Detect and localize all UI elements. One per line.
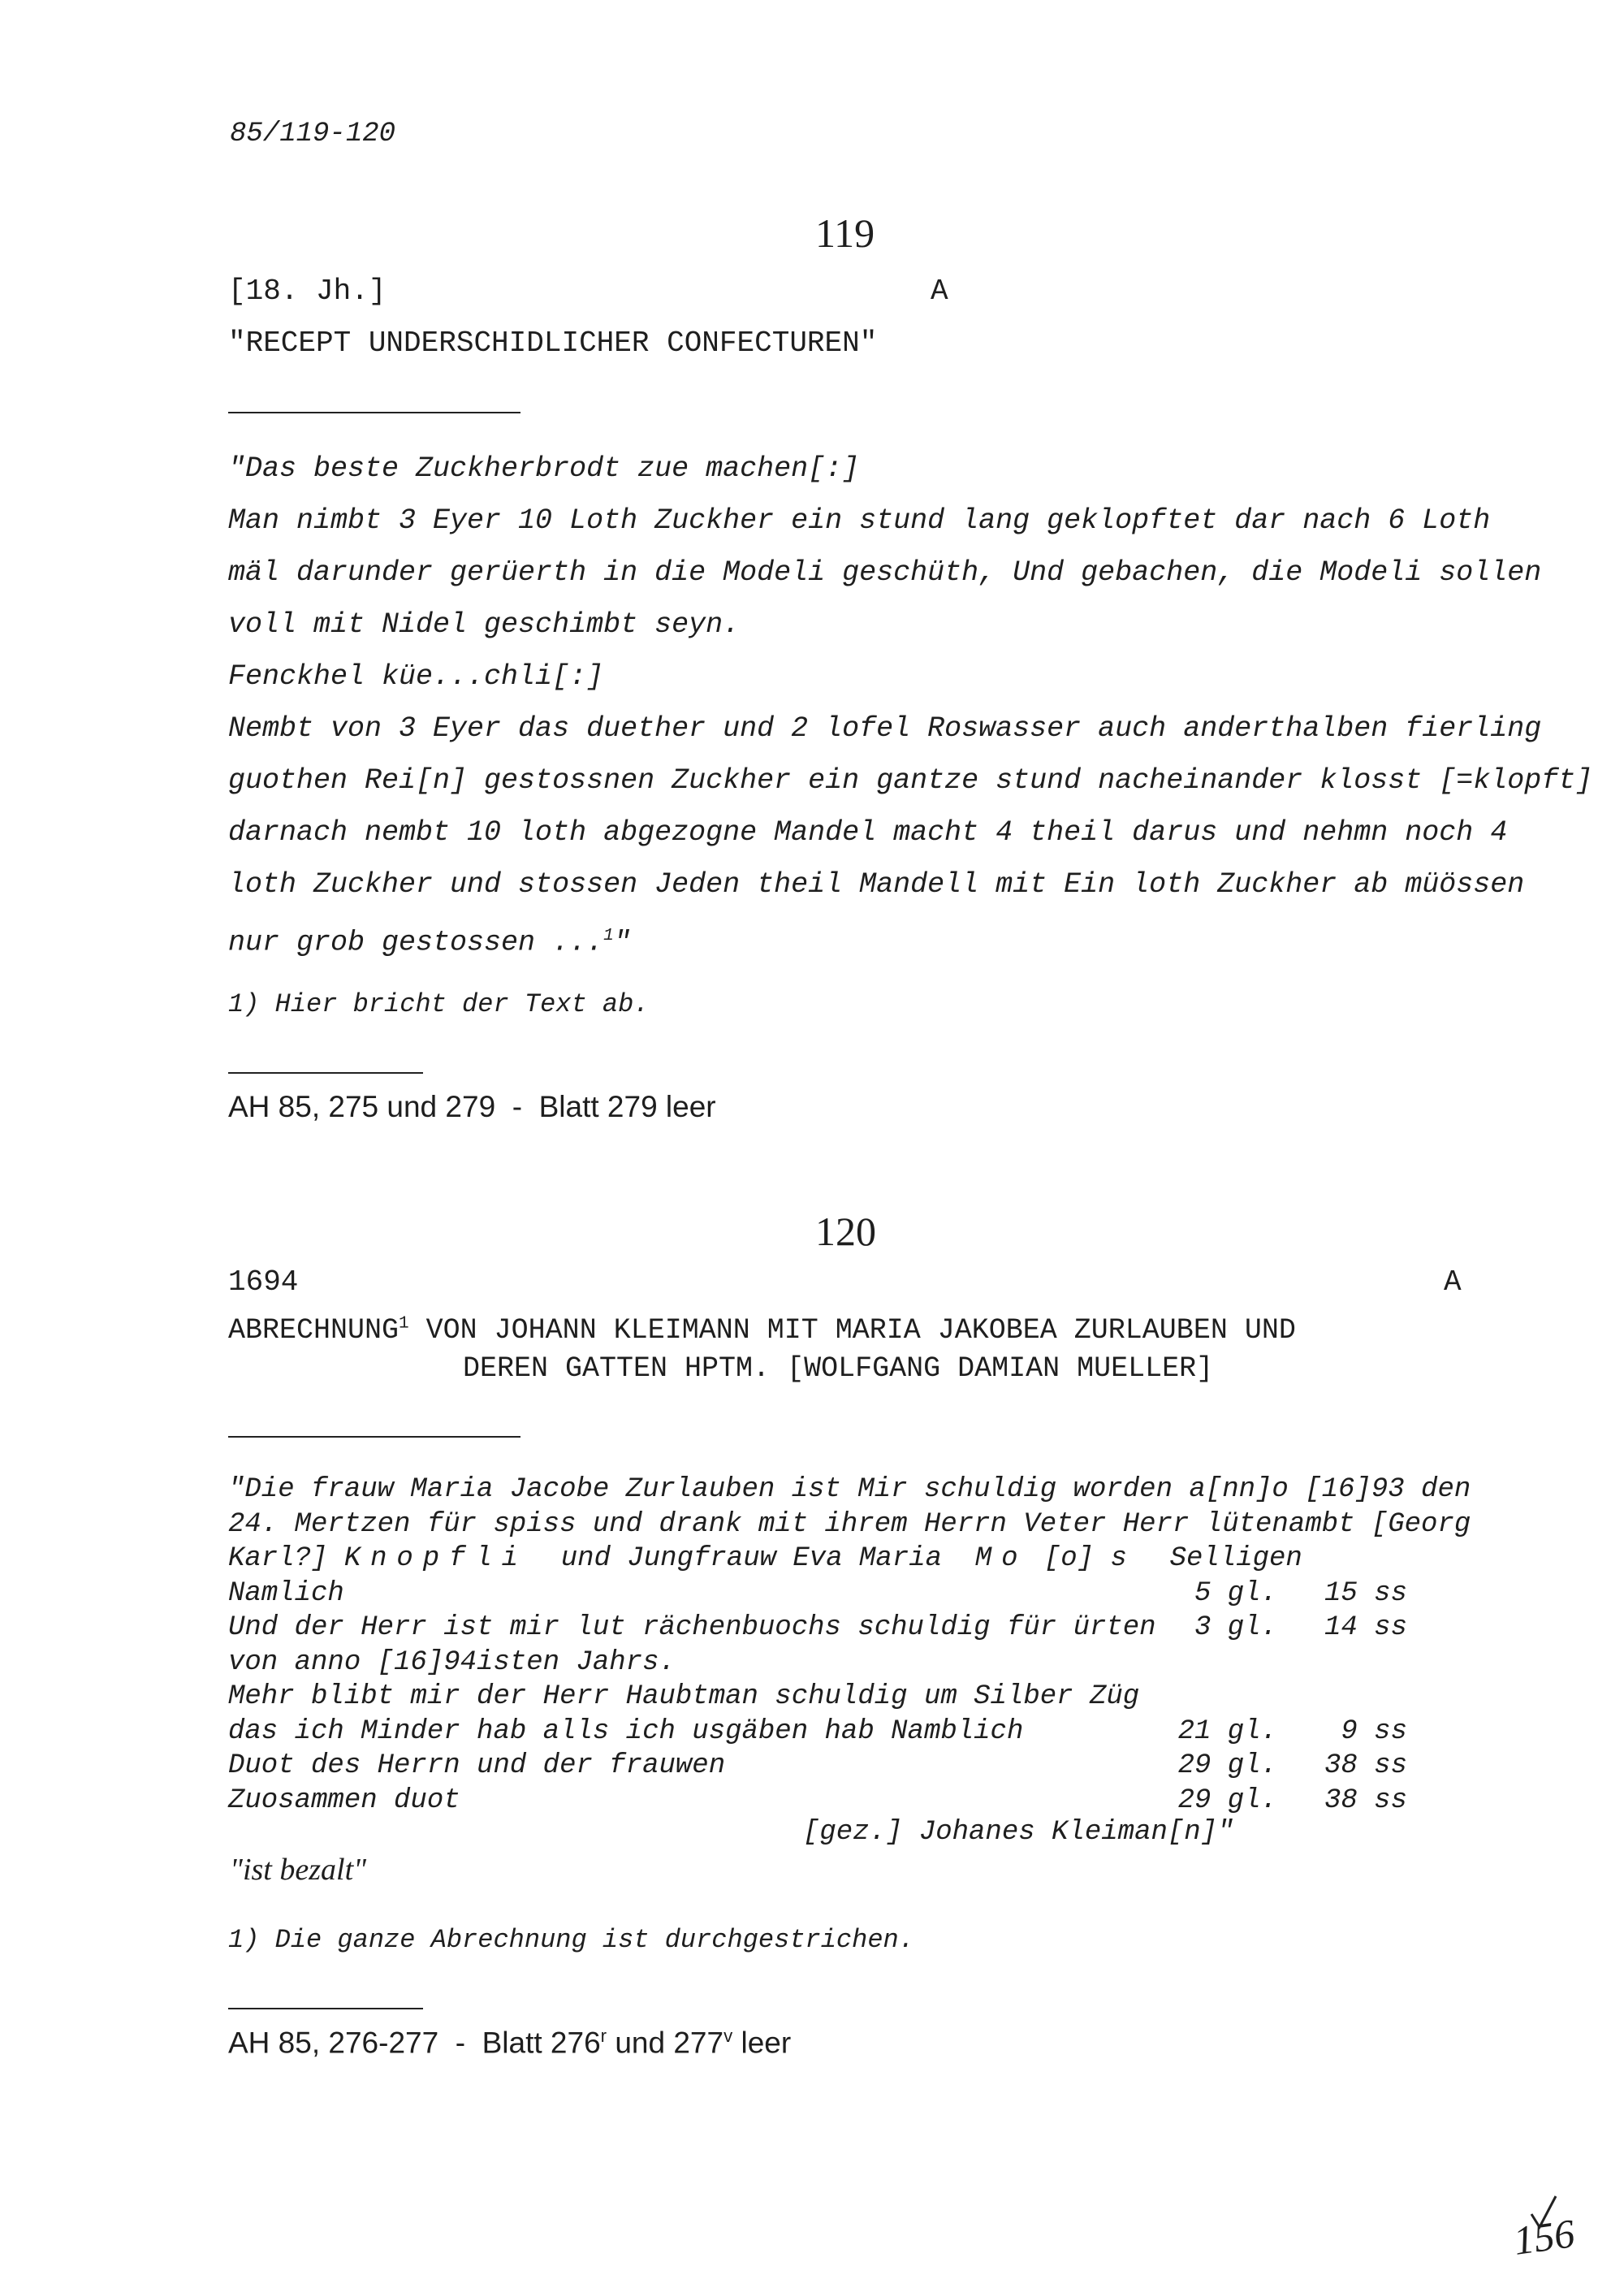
doc119-title: "RECEPT UNDERSCHIDLICHER CONFECTUREN" bbox=[228, 327, 878, 360]
verso-mark: v bbox=[723, 2026, 733, 2046]
intro-text: [o] bbox=[1027, 1543, 1111, 1574]
transcription-line: loth Zuckher und stossen Jeden theil Mandell mit Ein loth Zuckher ab müössen bbox=[228, 868, 1525, 901]
title-word: ABRECHNUNG bbox=[228, 1314, 400, 1347]
doc120-title-line2: DEREN GATTEN HPTM. [WOLFGANG DAMIAN MUELLER] bbox=[463, 1352, 1214, 1385]
doc119-date: [18. Jh.] bbox=[228, 275, 387, 308]
document-number-120: 120 bbox=[815, 1209, 876, 1254]
doc119-source: AH 85, 275 und 279 - Blatt 279 leer bbox=[228, 1090, 716, 1123]
doc120-signature: [gez.] Johanes Kleiman[n]" bbox=[803, 1817, 1234, 1848]
doc120-source bbox=[228, 2026, 791, 2060]
doc119-source-rule bbox=[228, 1072, 423, 1074]
intro-text: Karl?] bbox=[228, 1543, 344, 1574]
spaced-name: s bbox=[1110, 1543, 1137, 1574]
doc119-footnote: 1) Hier bricht der Text ab. bbox=[228, 989, 650, 1019]
amount-gulden: 5 gl. bbox=[1194, 1577, 1277, 1609]
account-row bbox=[228, 1646, 1407, 1680]
transcription-line: darnach nembt 10 loth abgezogne Mandel macht 4 theil darus und nehmn noch 4 bbox=[228, 816, 1508, 849]
amount-schilling: 14 ss bbox=[1324, 1612, 1407, 1643]
intro-text: Selligen bbox=[1136, 1543, 1302, 1574]
account-row bbox=[228, 1715, 1407, 1750]
source-text: und 277 bbox=[607, 2026, 724, 2060]
account-text: Duot des Herrn und der frauwen bbox=[228, 1750, 726, 1781]
doc119-transcription bbox=[228, 443, 1592, 962]
amount-gulden: 3 gl. bbox=[1194, 1612, 1277, 1643]
amount-schilling: 9 ss bbox=[1341, 1715, 1407, 1747]
doc120-classification: A bbox=[1444, 1265, 1462, 1299]
account-text: Zuosammen duot bbox=[228, 1784, 460, 1816]
amount-gulden: 29 gl. bbox=[1177, 1750, 1277, 1781]
archive-reference: 85/119-120 bbox=[230, 119, 396, 149]
account-text: Namlich bbox=[228, 1577, 344, 1609]
account-text: Mehr blibt mir der Herr Haubtman schuldig um Silber Züg bbox=[228, 1681, 1140, 1712]
footnote-marker: 1 bbox=[399, 1314, 409, 1334]
transcription-line: mäl darunder gerüerth in die Modeli geschüth, Und gebachen, die Modeli sollen bbox=[228, 556, 1542, 589]
transcription-line: Nembt von 3 Eyer das duether und 2 lofel Roswasser auch anderthalben fierling bbox=[228, 712, 1542, 745]
document-number-119: 119 bbox=[815, 210, 875, 256]
source-text: AH 85, 276-277 - Blatt 276 bbox=[228, 2026, 601, 2060]
account-row bbox=[228, 1576, 1407, 1611]
intro-text: und Jungfrauw Eva Maria bbox=[527, 1543, 975, 1574]
intro-line bbox=[228, 1542, 1407, 1576]
doc120-handwritten-annotation: "ist bezalt" bbox=[230, 1853, 367, 1887]
amount-gulden: 21 gl. bbox=[1177, 1715, 1277, 1747]
spaced-name: Mo bbox=[974, 1543, 1028, 1574]
doc120-account bbox=[228, 1473, 1471, 1818]
amount-schilling: 15 ss bbox=[1324, 1577, 1407, 1609]
page-number: 156 bbox=[1510, 2210, 1578, 2264]
account-row bbox=[228, 1611, 1407, 1646]
account-text: von anno [16]94isten Jahrs. bbox=[228, 1646, 676, 1678]
footnote-marker: 1 bbox=[603, 927, 614, 945]
transcription-line bbox=[228, 910, 1592, 962]
recto-mark: r bbox=[600, 2026, 607, 2046]
doc119-classification: A bbox=[931, 275, 948, 308]
spaced-name: Knopfli bbox=[343, 1543, 528, 1574]
doc120-source-rule bbox=[228, 2008, 423, 2009]
title-rest: VON JOHANN KLEIMANN MIT MARIA JAKOBEA ZURLAUBEN UND bbox=[408, 1314, 1296, 1347]
doc120-date: 1694 bbox=[228, 1265, 299, 1299]
amount-schilling: 38 ss bbox=[1324, 1784, 1407, 1816]
amount-gulden: 29 gl. bbox=[1177, 1784, 1277, 1816]
account-text: das ich Minder hab alls ich usgäben hab Namblich bbox=[228, 1715, 1024, 1747]
doc120-title bbox=[228, 1314, 1296, 1347]
transcription-line: Fenckhel küe...chli[:] bbox=[228, 660, 604, 693]
source-text: leer bbox=[732, 2026, 792, 2060]
doc119-title-rule bbox=[228, 412, 520, 413]
transcription-line: guothen Rei[n] gestossnen Zuckher ein gantze stund nacheinander klosst [=klopft] bbox=[228, 764, 1593, 797]
doc120-title-rule bbox=[228, 1436, 520, 1438]
account-text: Und der Herr ist mir lut rächenbuochs schuldig für ürten bbox=[228, 1612, 1156, 1643]
closing-quote: " bbox=[613, 926, 631, 959]
doc120-footnote: 1) Die ganze Abrechnung ist durchgestrichen. bbox=[228, 1925, 914, 1955]
transcription-line: Man nimbt 3 Eyer 10 Loth Zuckher ein stund lang geklopftet dar nach 6 Loth bbox=[228, 504, 1491, 537]
intro-line: 24. Mertzen für spiss und drank mit ihrem Herrn Veter Herr lütenambt [Georg bbox=[228, 1508, 1471, 1540]
amount-schilling: 38 ss bbox=[1324, 1750, 1407, 1781]
account-row bbox=[228, 1749, 1407, 1784]
intro-line: "Die frauw Maria Jacobe Zurlauben ist Mir schuldig worden a[nn]o [16]93 den bbox=[228, 1474, 1471, 1505]
transcription-line: "Das beste Zuckherbrodt zue machen[:] bbox=[228, 452, 860, 485]
last-line-text: nur grob gestossen ... bbox=[228, 926, 604, 959]
account-row bbox=[228, 1680, 1407, 1715]
account-row bbox=[228, 1784, 1407, 1819]
transcription-line: voll mit Nidel geschimbt seyn. bbox=[228, 608, 741, 641]
